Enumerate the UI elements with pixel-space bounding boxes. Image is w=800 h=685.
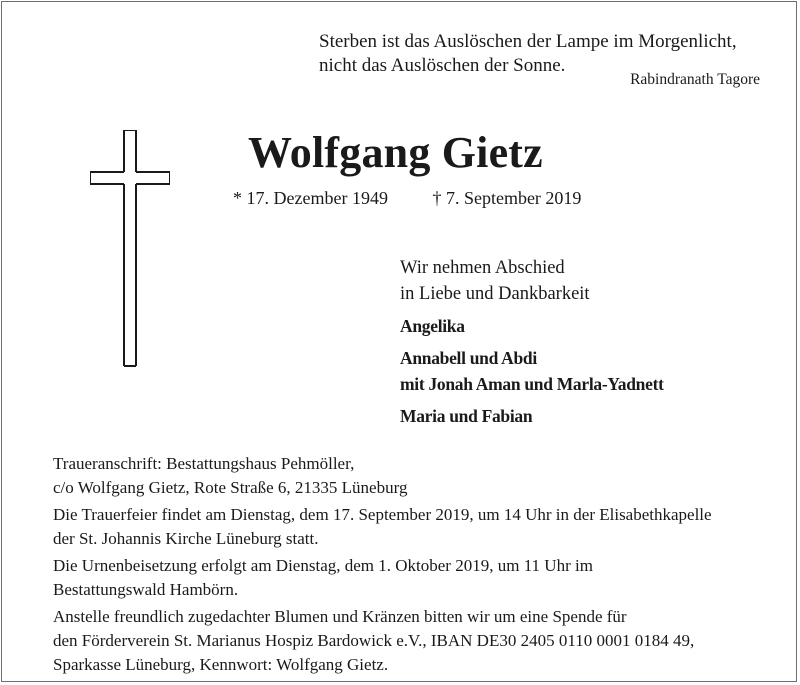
ceremony-paragraph	[53, 503, 783, 551]
quote-line: Sterben ist das Auslöschen der Lampe im Morgenlicht,	[319, 31, 737, 52]
cross-icon	[90, 130, 170, 370]
farewell-line: in Liebe und Dankbarkeit	[400, 284, 590, 304]
life-dates	[233, 188, 581, 209]
ceremony-line: der St. Johannis Kirche Lüneburg statt.	[53, 529, 319, 548]
deceased-name: Wolfgang Gietz	[248, 128, 543, 177]
address-line: Traueranschrift: Bestattungshaus Pehmöller,	[53, 454, 355, 473]
donation-line: Sparkasse Lüneburg, Kennwort: Wolfgang Gietz.	[53, 655, 389, 674]
info-block	[53, 452, 783, 680]
family-name: Annabell und Abdi	[400, 348, 537, 368]
donation-paragraph	[53, 605, 783, 677]
ceremony-line: Die Trauerfeier findet am Dienstag, dem 17. September 2019, um 14 Uhr in der Elisabethkapelle	[53, 505, 712, 524]
burial-paragraph	[53, 554, 783, 602]
donation-line: den Förderverein St. Marianus Hospiz Bardowick e.V., IBAN DE30 2405 0110 0001 0184 49,	[53, 631, 695, 650]
donation-line: Anstelle freundlich zugedachter Blumen und Kränzen bitten wir um eine Spende für	[53, 607, 627, 626]
death-date: † 7. September 2019	[432, 188, 582, 208]
burial-line: Die Urnenbeisetzung erfolgt am Dienstag, dem 1. Oktober 2019, um 11 Uhr im	[53, 556, 593, 575]
family-name: Maria und Fabian	[400, 406, 533, 426]
family-name: Angelika	[400, 316, 465, 336]
quote-author: Rabindranath Tagore	[630, 71, 760, 88]
birth-date: * 17. Dezember 1949	[233, 188, 388, 208]
address-paragraph	[53, 452, 783, 500]
family-block	[400, 255, 780, 429]
quote-line: nicht das Auslöschen der Sonne.	[319, 55, 566, 76]
burial-line: Bestattungswald Hambörn.	[53, 580, 239, 599]
farewell-line: Wir nehmen Abschied	[400, 258, 565, 278]
address-line: c/o Wolfgang Gietz, Rote Straße 6, 21335 Lüneburg	[53, 478, 408, 497]
family-name: mit Jonah Aman und Marla-Yadnett	[400, 374, 664, 394]
